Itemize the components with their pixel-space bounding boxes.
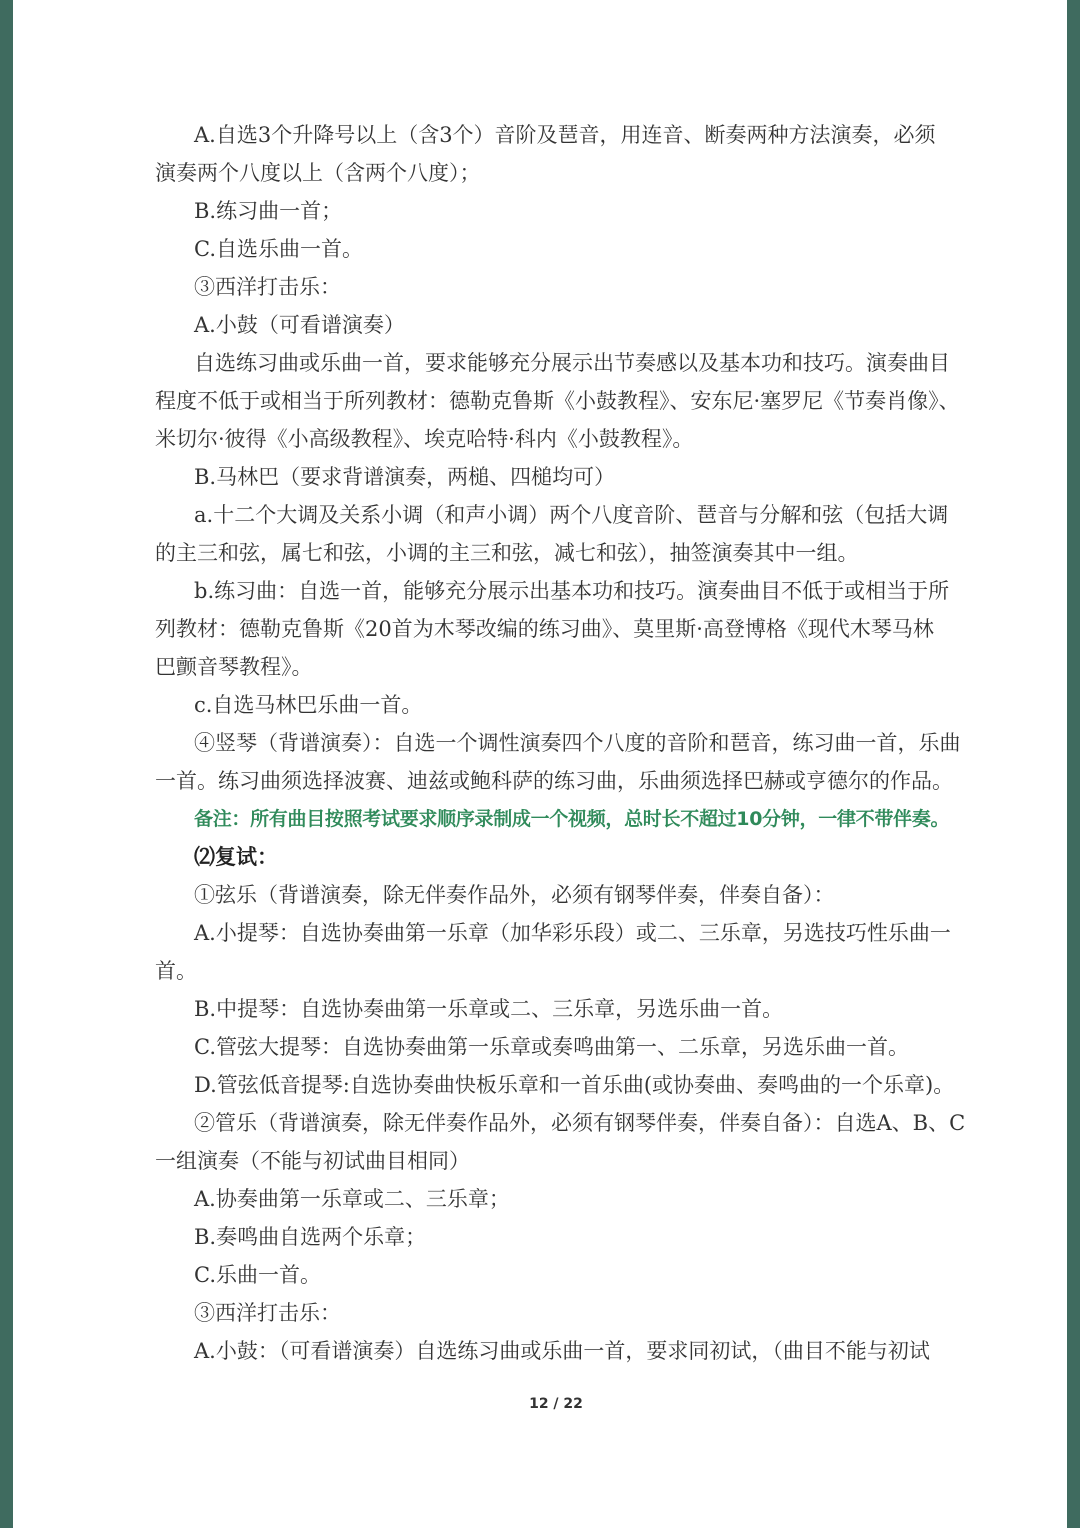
text-line: c.自选马林巴乐曲一首。 xyxy=(194,693,423,717)
text-line: A.小鼓：（可看谱演奏）自选练习曲或乐曲一首，要求同初试，（曲目不能与初试 xyxy=(194,1339,930,1363)
text-line: A.小鼓（可看谱演奏） xyxy=(194,313,405,337)
text-line: C.自选乐曲一首。 xyxy=(194,237,363,261)
text-line: A.小提琴：自选协奏曲第一乐章（加华彩乐段）或二、三乐章，另选技巧性乐曲一 xyxy=(194,921,951,945)
note-line: 备注：所有曲目按照考试要求顺序录制成一个视频，总时长不超过10分钟，一律不带伴奏。 xyxy=(194,808,950,830)
text-line: 列教材：德勒克鲁斯《20首为木琴改编的练习曲》、莫里斯·高登博格《现代木琴马林 xyxy=(155,617,934,641)
text-line: A.协奏曲第一乐章或二、三乐章； xyxy=(194,1187,510,1211)
section-heading: ⑵复试： xyxy=(194,845,278,869)
text-line: 自选练习曲或乐曲一首，要求能够充分展示出节奏感以及基本功和技巧。演奏曲目 xyxy=(194,351,950,375)
text-line: 程度不低于或相当于所列教材：德勒克鲁斯《小鼓教程》、安东尼·塞罗尼《节奏肖像》、 xyxy=(155,389,960,413)
document-body xyxy=(155,116,966,1370)
text-line: A.自选3个升降号以上（含3个）音阶及琶音，用连音、断奏两种方法演奏，必须 xyxy=(194,123,936,147)
text-line: 的主三和弦，属七和弦，小调的主三和弦，减七和弦），抽签演奏其中一组。 xyxy=(155,541,859,565)
page-number: 12 / 22 xyxy=(529,1396,583,1412)
text-line: C.管弦大提琴：自选协奏曲第一乐章或奏鸣曲第一、二乐章，另选乐曲一首。 xyxy=(194,1035,909,1059)
text-line: B.马林巴（要求背谱演奏，两槌、四槌均可） xyxy=(194,465,616,489)
text-line: a.十二个大调及关系小调（和声小调）两个八度音阶、琶音与分解和弦（包括大调 xyxy=(194,503,949,527)
text-line: 首。 xyxy=(155,959,197,983)
text-line: B.奏鸣曲自选两个乐章； xyxy=(194,1225,427,1249)
text-line: C.乐曲一首。 xyxy=(194,1263,321,1287)
text-line: 巴颤音琴教程》。 xyxy=(155,655,313,679)
document-page xyxy=(13,0,1067,1528)
text-line: b.练习曲：自选一首，能够充分展示出基本功和技巧。演奏曲目不低于或相当于所 xyxy=(194,579,950,603)
text-line: ①弦乐（背谱演奏，除无伴奏作品外，必须有钢琴伴奏，伴奏自备）： xyxy=(194,883,835,907)
text-line: ③西洋打击乐： xyxy=(194,275,341,299)
text-line: ④竖琴（背谱演奏）：自选一个调性演奏四个八度的音阶和琶音，练习曲一首，乐曲 xyxy=(194,731,961,755)
text-line: B.中提琴：自选协奏曲第一乐章或二、三乐章，另选乐曲一首。 xyxy=(194,997,784,1021)
text-line: ③西洋打击乐： xyxy=(194,1301,341,1325)
text-line: 演奏两个八度以上（含两个八度）； xyxy=(155,161,481,185)
text-line: B.练习曲一首； xyxy=(194,199,343,223)
text-line: ②管乐（背谱演奏，除无伴奏作品外，必须有钢琴伴奏，伴奏自备）：自选A、B、C xyxy=(194,1111,966,1135)
text-line: 一首。练习曲须选择波赛、迪兹或鲍科萨的练习曲，乐曲须选择巴赫或亨德尔的作品。 xyxy=(155,769,953,793)
text-line: 米切尔·彼得《小高级教程》、埃克哈特·科内《小鼓教程》。 xyxy=(155,427,694,451)
text-line: D.管弦低音提琴:自选协奏曲快板乐章和一首乐曲(或协奏曲、奏鸣曲的一个乐章)。 xyxy=(194,1073,955,1097)
text-line: 一组演奏（不能与初试曲目相同） xyxy=(155,1149,470,1173)
